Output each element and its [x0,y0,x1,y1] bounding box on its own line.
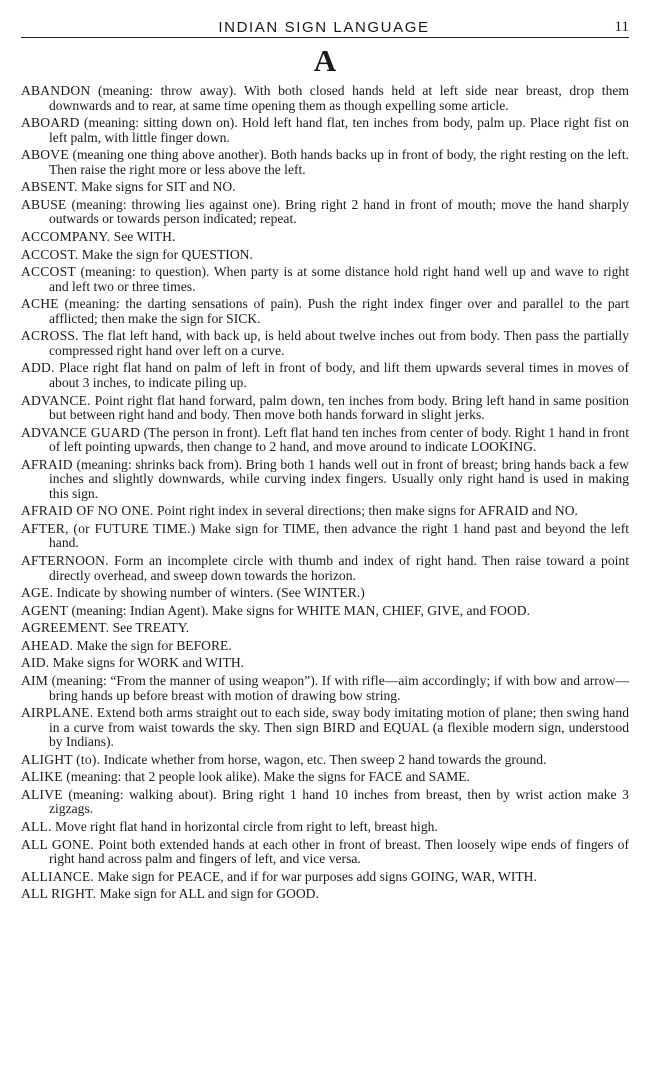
entry-term: AIRPLANE. [21,705,94,721]
dictionary-entry [21,870,629,885]
entry-definition: (meaning: sitting down on). Hold left hand flat, ten inches from body, palm up. Place right fist on left palm, with little finger down. [49,115,629,145]
entry-term: ALIKE [21,769,63,785]
entry-definition: See TREATY. [112,620,190,636]
entry-definition: (The person in front). Left flat hand ten inches from center of body. Right 1 hand in front of left pointing upwards, then change to 2 hand, and move around to indicate LOOKING. [49,424,629,455]
entry-list [21,84,629,902]
entry-definition: Place right flat hand on palm of left in front of body, and lift them upwards several times in moves of about 3 inches, to indicate piling up. [49,360,629,390]
entry-definition: Indicate by showing number of winters. (See WINTER.) [56,585,365,601]
entry-definition: Point right index in several directions; then make signs for AFRAID and NO. [156,503,578,519]
entry-definition: Move right flat hand in horizontal circle from right to left, breast high. [55,819,438,835]
entry-definition: Make signs for SIT and NO. [81,179,236,195]
dictionary-entry [21,639,629,654]
dictionary-entry [21,116,629,145]
dictionary-entry [21,604,629,619]
running-header [21,18,629,38]
dictionary-entry [21,198,629,227]
entry-term: ABOARD [21,115,80,131]
entry-definition: Extend both arms straight out to each side, sway body imitating motion of plane; then swing hand in a curve from waist towards the sky. Then sign BIRD and EQUAL (a flexible modern sign, understood by Indians). [49,705,629,750]
entry-term: ADVANCE GUARD [21,424,141,440]
page-number: 11 [614,19,629,35]
entry-definition: Make the sign for BEFORE. [76,637,232,653]
entry-term: AFRAID OF NO ONE. [21,503,154,519]
entry-term: AGENT [21,602,69,618]
entry-definition: (meaning: walking about). Bring right 1 hand 10 inches from breast, then by wrist action make 3 zigzags. [49,786,629,817]
dictionary-entry [21,84,629,113]
entry-definition: Make sign for TIME, then advance the right 1 hand past and beyond the left hand. [49,520,629,551]
dictionary-entry [21,148,629,177]
dictionary-entry [21,887,629,902]
entry-definition: (meaning: the darting sensations of pain). Push the right index finger over and parallel to the part afflicted; then make the sign for SICK. [49,296,629,326]
entry-term: AHEAD. [21,637,74,653]
entry-term: AGREEMENT. [21,620,110,636]
entry-term: AFRAID [21,456,73,472]
section-letter: A [313,43,337,78]
entry-term: AGE. [21,585,54,601]
entry-definition: (meaning: to question). When party is at some distance hold right hand well up and wave to right and left two or three times. [49,264,629,294]
dictionary-entry [21,230,629,245]
running-title: INDIAN SIGN LANGUAGE [218,19,430,36]
entry-definition: (meaning: throw away). With both closed hands held at left side near breast, drop them downwards and to rear, at same time opening them as though expelling some article. [49,83,629,113]
entry-term: ABUSE [21,196,67,212]
entry-term: ACROSS. [21,328,79,344]
entry-definition: (meaning: throwing lies against one). Bring right 2 hand in front of mouth; move the hand sharply outwards or towards person indicated; repeat. [49,196,629,227]
entry-term: AFTERNOON. [21,553,109,568]
dictionary-entry [21,522,629,551]
dictionary-entry [21,504,629,519]
entry-term: ACHE [21,296,59,312]
entry-definition: Make signs for WORK and WITH. [52,655,245,671]
entry-term: ACCOST. [21,246,79,262]
entry-term: ABOVE [21,147,69,163]
entry-term: ADVANCE. [21,392,91,408]
dictionary-entry [21,180,629,195]
entry-definition: See WITH. [113,228,176,244]
entry-term: AIM [21,673,49,689]
dictionary-entry [21,788,629,817]
entry-term: ACCOMPANY. [21,228,111,244]
entry-definition: Form an incomplete circle with thumb and index of right hand. Then raise toward a point directly overhead, and sweep down towards the horizon. [49,553,629,583]
entry-definition: The flat left hand, with back up, is held about twelve inches out from body. Then pass the partially compressed right hand over left on a curve. [49,328,629,358]
entry-term: ABANDON [21,83,91,98]
dictionary-entry [21,361,629,390]
dictionary-entry [21,621,629,636]
dictionary-entry [21,554,629,583]
entry-definition: Make the sign for QUESTION. [81,246,253,262]
entry-definition: Make sign for ALL and sign for GOOD. [99,886,319,902]
entry-term: ALIGHT (to). [21,751,101,767]
dictionary-entry [21,586,629,601]
dictionary-entry [21,458,629,502]
entry-definition: (meaning one thing above another). Both hands backs up in front of body, the right resting on the left. Then raise the right more or less above the left. [49,147,630,177]
entry-term: ACCOST [21,264,76,280]
entry-definition: (meaning: Indian Agent). Make signs for WHITE MAN, CHIEF, GIVE, and FOOD. [71,602,530,618]
entry-term: AFTER, (or FUTURE TIME.) [21,520,196,536]
dictionary-entry [21,426,629,455]
entry-definition: (meaning: that 2 people look alike). Make the signs for FACE and SAME. [66,769,470,785]
entry-definition: Make sign for PEACE, and if for war purposes add signs GOING, WAR, WITH. [97,868,537,884]
dictionary-entry [21,770,629,785]
dictionary-entry [21,248,629,263]
entry-definition: Point both extended hands at each other in front of breast. Then loosely wipe ends of fingers of right hand across palm and fingers of left, and vice versa. [49,836,630,867]
entry-definition: Point right flat hand forward, palm down, ten inches from body. Bring left hand in same position but between right hand and body. Then move both hands forward in slight jerks. [49,392,629,423]
dictionary-entry [21,656,629,671]
dictionary-entry [21,838,629,867]
entry-definition: Indicate whether from horse, wagon, etc. Then sweep 2 hand towards the ground. [103,751,547,767]
entry-definition: (meaning: shrinks back from). Bring both 1 hands well out in front of breast; bring hands back a few inches and slightly downwards, while curving index fingers. Usually only right hand is used in making this sign. [49,456,629,501]
entry-definition: (meaning: “From the manner of using weapon”). If with rifle—aim accordingly; if with bow and arrow— bring hands up before breast with motion of drawing bow string. [49,673,629,703]
entry-term: ALIVE [21,786,63,802]
dictionary-entry [21,394,629,423]
dictionary-entry [21,674,629,703]
dictionary-entry [21,329,629,358]
entry-term: AID. [21,655,50,671]
entry-term: ABSENT. [21,179,78,195]
dictionary-entry [21,706,629,750]
entry-term: ALL GONE. [21,836,95,852]
entry-term: ADD. [21,360,55,376]
dictionary-entry [21,297,629,326]
entry-term: ALLIANCE. [21,868,95,884]
entry-term: ALL. [21,819,52,835]
entry-term: ALL RIGHT. [21,886,97,902]
dictionary-entry [21,753,629,768]
dictionary-entry [21,820,629,835]
dictionary-page [21,18,629,905]
dictionary-entry [21,265,629,294]
